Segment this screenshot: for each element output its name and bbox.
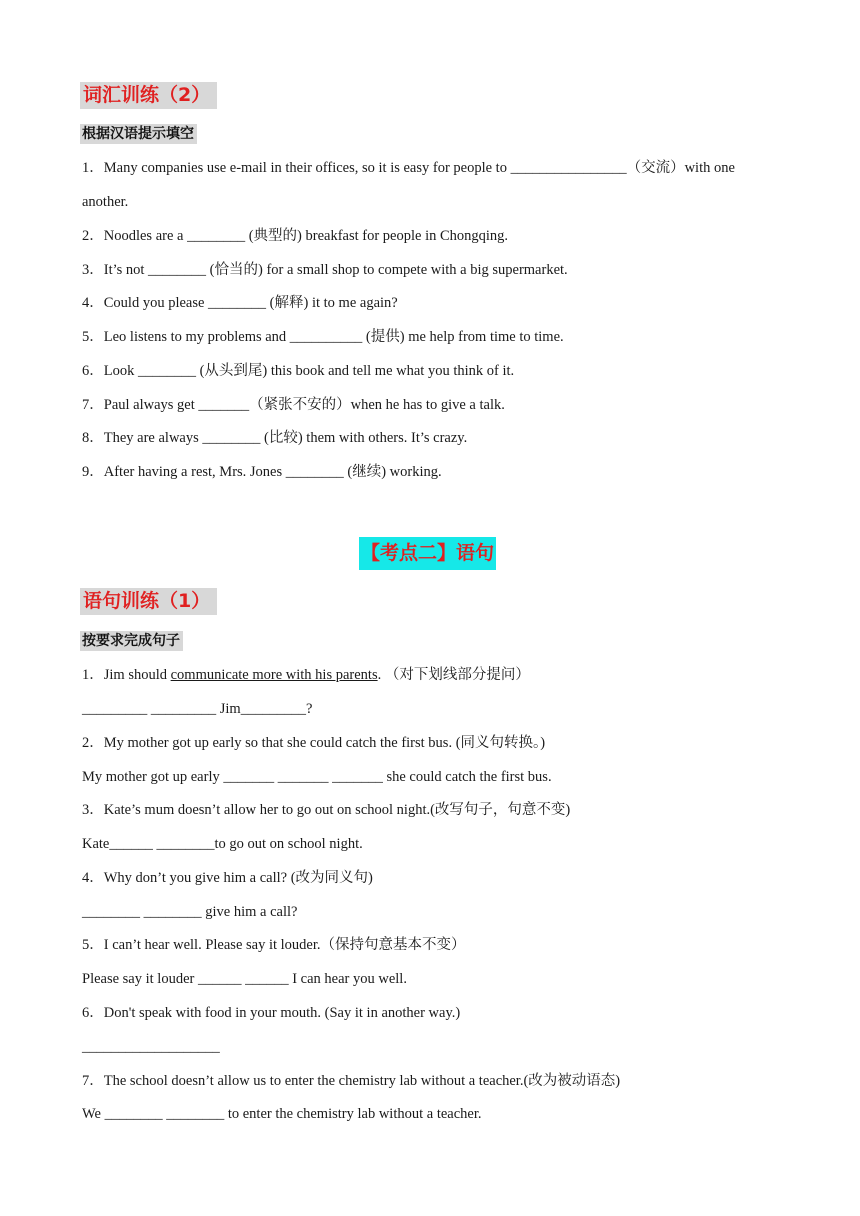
vocab-item-6: 6．Look ________ (从头到尾) this book and tell me what you think of it. — [82, 363, 515, 379]
sentence-item-5: 5．I can’t hear well. Please say it louder.（保持句意基本不变） — [82, 937, 466, 953]
sentence-answer-3: Kate______ ________to go out on school night. — [82, 836, 363, 852]
vocab-item-7: 7．Paul always get _______（紧张不安的）when he has to give a talk. — [82, 397, 505, 413]
sentence-answer-6: ___________________ — [82, 1039, 220, 1055]
sentence-item-1-underlined: communicate more with his parents — [170, 667, 378, 683]
vocab-item-8: 8．They are always ________ (比较) them with others. It’s crazy. — [82, 430, 468, 446]
vocab-item-5: 5．Leo listens to my problems and __________ (提供) me help from time to time. — [82, 329, 564, 345]
sentence-answer-4: ________ ________ give him a call? — [82, 904, 298, 920]
sentence-item-1-suffix: . （对下划线部分提问） — [377, 667, 530, 683]
sentence-answer-7: We ________ ________ to enter the chemistry lab without a teacher. — [82, 1106, 482, 1122]
sentence-answer-2: My mother got up early _______ _______ _______ she could catch the first bus. — [82, 769, 552, 785]
sentence-item-3: 3．Kate’s mum doesn’t allow her to go out on school night.(改写句子，句意不变) — [82, 802, 571, 818]
sentence-item-7: 7．The school doesn’t allow us to enter the chemistry lab without a teacher.(改为被动语态) — [82, 1073, 621, 1089]
sentence-answer-1: _________ _________ Jim_________? — [82, 701, 313, 717]
sentence-answer-5: Please say it louder ______ ______ I can hear you well. — [82, 971, 407, 987]
section-instruction-vocab: 根据汉语提示填空 — [80, 124, 197, 144]
sentence-item-2: 2．My mother got up early so that she could catch the first bus. (同义句转换。) — [82, 735, 546, 751]
sentence-item-4: 4．Why don’t you give him a call? (改为同义句) — [82, 870, 373, 886]
sentence-item-6: 6．Don't speak with food in your mouth. (Say it in another way.) — [82, 1005, 461, 1021]
vocab-item-3: 3．It’s not ________ (恰当的) for a small shop to compete with a big supermarket. — [82, 262, 568, 278]
section-instruction-sentence: 按要求完成句子 — [80, 631, 183, 651]
section-title-sentence-1: 语句训练（1） — [80, 588, 217, 615]
vocab-item-2: 2．Noodles are a ________ (典型的) breakfast for people in Chongqing. — [82, 228, 509, 244]
section-title-vocab-2: 词汇训练（2） — [80, 82, 217, 109]
vocab-item-1-continued: another. — [82, 194, 129, 210]
sentence-item-1 — [82, 665, 530, 685]
vocab-item-9: 9．After having a rest, Mrs. Jones ________ (继续) working. — [82, 464, 442, 480]
vocab-item-1: 1．Many companies use e-mail in their offices, so it is easy for people to ________________（交流）with one — [82, 160, 735, 176]
vocab-item-4: 4．Could you please ________ (解释) it to me again? — [82, 295, 398, 311]
sentence-item-1-prefix: 1．Jim should — [82, 667, 171, 683]
center-heading: 【考点二】语句 — [359, 537, 496, 570]
